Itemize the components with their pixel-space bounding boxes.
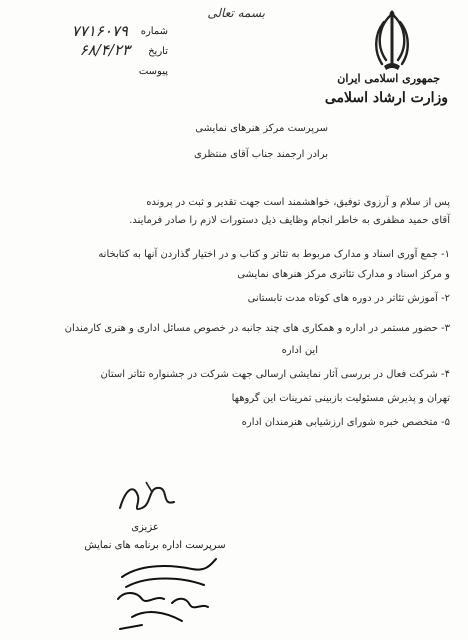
ministry-header-line1: جمهوری اسلامی ایران [337,72,440,85]
date-value: ۶۸/۴/۲۳ [79,41,130,59]
list-item: ۱- جمع آوری اسناد و مدارک مربوط به تئاتر و کتاب و در اختیار گذاردن آنها به کتابخانه [98,249,450,260]
list-item: ۵- متخصص خبره شورای ارزشیابی هنرمندان اداره [241,417,450,428]
letter-meta [18,22,168,96]
handwritten-annotation [112,555,222,635]
number-label: شماره [140,26,168,37]
attachment-label: پیوست [138,66,168,77]
list-item-continued: و مرکز اسناد و مدارک تئاتری مرکز هنرهای نمایشی [237,269,450,280]
list-item: ۴- شرکت فعال در بررسی آثار نمایشی ارسالی جهت شرکت در جشنواره تئاتر استان [100,369,450,380]
list-item-continued: این اداره [281,345,318,356]
ministry-header-line2: وزارت ارشاد اسلامی [324,90,448,106]
signature-mark [112,478,182,518]
list-item-continued: تهران و پذیرش مسئولیت بازبینی تمرینات این گروهها [231,393,450,404]
number-value: ۷۷۱۶۰۷۹ [71,22,128,40]
list-item: ۳- حضور مستمر در اداره و همکاری های چند جانبه در خصوص مسائل اداری و هنری کارمندان [64,323,450,334]
top-handwritten-note: بسمه تعالی [207,6,265,20]
body-intro-line2: آقای حمید مظفری به خاطر انجام وظایف ذیل دستورات لازم را صادر فرمایند. [129,215,450,226]
signer-name: عزیزی [131,522,159,533]
date-label: تاریخ [148,46,168,57]
signer-title: سرپرست اداره برنامه های نمایش [84,540,226,551]
recipient-line2: برادر ارجمند جناب آقای منتظری [194,149,328,160]
recipient-line1: سرپرست مرکز هنرهای نمایشی [195,123,328,134]
iran-emblem-icon [364,8,420,74]
list-item: ۲- آموزش تئاتر در دوره های کوتاه مدت تابستانی [247,293,450,304]
body-intro-line1: پس از سلام و آرزوی توفیق، خواهشمند است جهت تقدیر و ثبت در پرونده [146,197,450,208]
